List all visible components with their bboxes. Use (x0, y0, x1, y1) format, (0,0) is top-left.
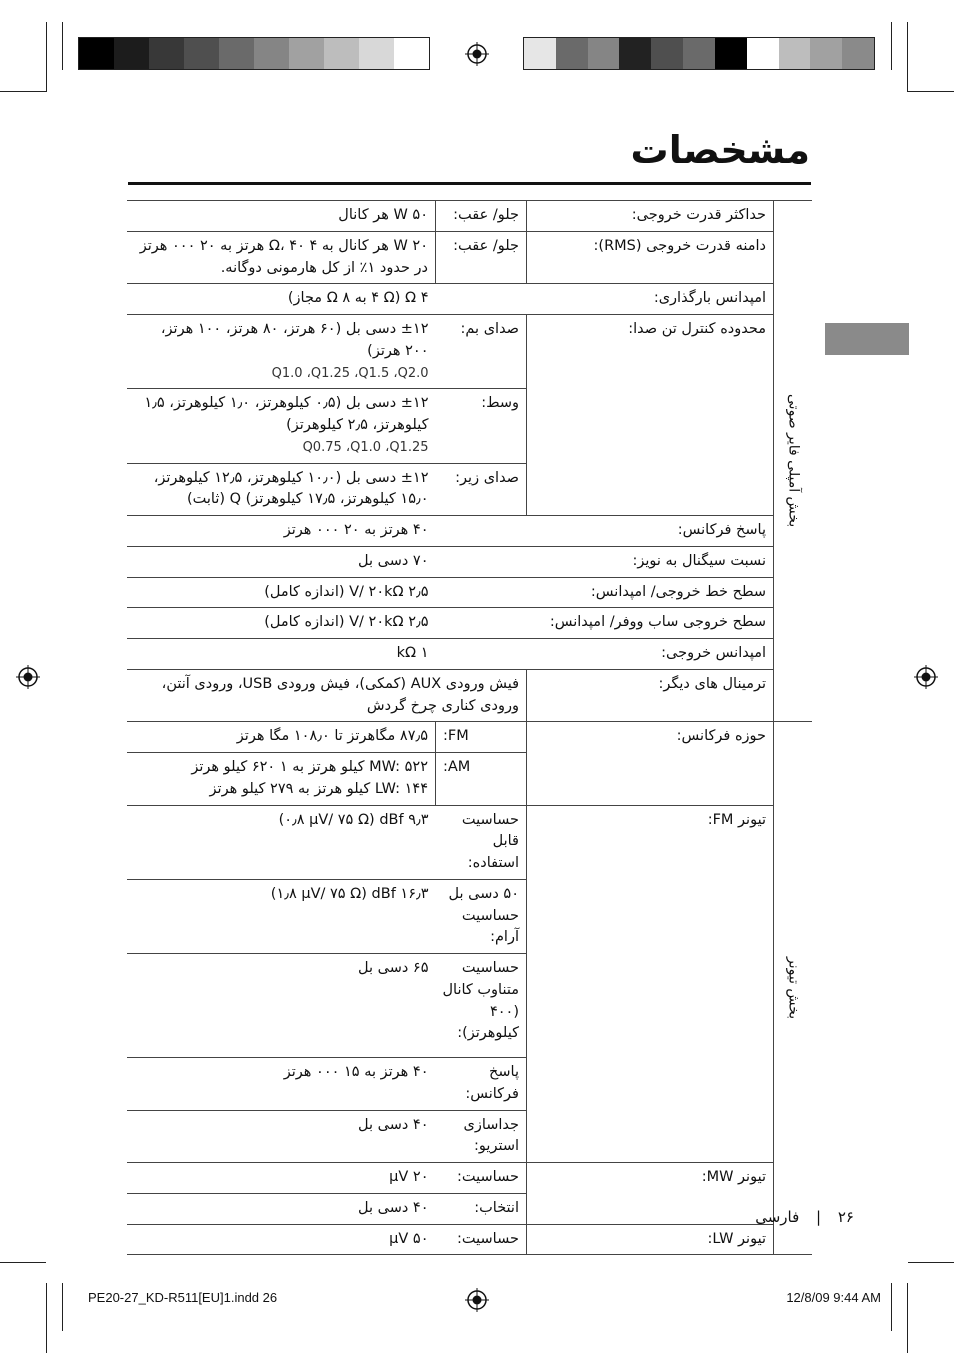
color-swatch (747, 38, 779, 69)
color-swatch (394, 38, 429, 69)
color-swatch (254, 38, 289, 69)
table-row: بخش آمپلی فایر صوتی حداکثر قدرت خروجی: جلو/ عقب: ۵۰ W هر کانال (127, 201, 812, 232)
color-swatch (619, 38, 651, 69)
color-swatch (842, 38, 874, 69)
color-swatch (289, 38, 324, 69)
table-row: پاسخ فرکانس: ۴۰ هرتز به ۱۵ ۰۰۰ هرتز (127, 1058, 812, 1111)
crop-mark (891, 22, 892, 70)
crop-mark (908, 1262, 954, 1263)
footer-language: فارسی (755, 1208, 800, 1226)
color-swatch (588, 38, 620, 69)
color-swatch (219, 38, 254, 69)
table-row: سطح خروجی ساب ووفر/ امپدانس: ۲٫۵ V/ ۲۰kΩ (اندازه کامل) (127, 608, 812, 639)
color-swatch (114, 38, 149, 69)
crop-mark (891, 1283, 892, 1331)
table-row: دامنه قدرت خروجی (RMS): جلو/ عقب: ۲۰ W هر کانال به ۴ Ω، ۴۰ هرتز به ۲۰ ۰۰۰ هرتز در حدود ۱٪ از کل هارمونی دوگانه. (127, 231, 812, 284)
registration-mark-icon (914, 665, 938, 689)
table-row: AM: MW: ۵۲۲ کیلو هرتز به ۱ ۶۲۰ کیلو هرتز LW: ۱۴۴ کیلو هرتز به ۲۷۹ کیلو هرتز (127, 753, 812, 806)
table-row: محدوده کنترل تن صدا: صدای بم: ±۱۲ دسی بل (۶۰ هرتز، ۸۰ هرتز، ۱۰۰ هرتز، ۲۰۰ هرتز) Q1.0 ،Q1.25 ،Q1.5 ،Q2.0 (127, 315, 812, 389)
page-number: ۲۶ (837, 1208, 854, 1226)
table-row: جداسازی استریو: ۴۰ دسی بل (127, 1110, 812, 1163)
page-footer (755, 1208, 854, 1226)
spec-table (127, 200, 812, 1255)
table-row: تیونر LW: حساسیت: ۵۰ μV (127, 1224, 812, 1255)
section-label: بخش آمپلی فایر صوتی (774, 201, 813, 722)
table-row: تیونر FM: حساسیت قابل استفاده: ۹٫۳ dBf (۰٫۸ μV/ ۷۵ Ω) (127, 805, 812, 879)
footer-divider: | (816, 1208, 822, 1226)
table-row: تیونر MW: حساسیت: ۲۰ μV (127, 1163, 812, 1194)
color-swatch (556, 38, 588, 69)
table-row: امپدانس خروجی: ۱ kΩ (127, 639, 812, 670)
color-swatch (149, 38, 184, 69)
registration-mark-icon (465, 42, 489, 66)
table-row: نسبت سیگنال به نویز: ۷۰ دسی بل (127, 546, 812, 577)
color-swatch (79, 38, 114, 69)
table-row: پاسخ فرکانس: ۴۰ هرتز به ۲۰ ۰۰۰ هرتز (127, 516, 812, 547)
color-swatch (359, 38, 394, 69)
color-swatch (651, 38, 683, 69)
color-bar-right (523, 37, 875, 70)
registration-mark-icon (465, 1288, 489, 1312)
title-rule (128, 182, 811, 185)
color-swatch (184, 38, 219, 69)
crop-mark (62, 1283, 63, 1331)
table-row: امپدانس بارگذاری: ۴ Ω (۴ Ω به ۸ Ω مجاز) (127, 284, 812, 315)
table-row: بخش تیونر حوزه فرکانس: FM: ۸۷٫۵ مگاهرتز تا ۱۰۸٫۰ مگا هرتز (127, 722, 812, 753)
crop-mark (62, 22, 63, 70)
color-swatch (715, 38, 747, 69)
color-swatch (324, 38, 359, 69)
color-swatch (810, 38, 842, 69)
crop-mark (907, 22, 908, 92)
crop-mark (0, 1262, 46, 1263)
section-tab (825, 323, 909, 355)
color-swatch (683, 38, 715, 69)
slug-file: PE20-27_KD-R511[EU]1.indd 26 (88, 1290, 278, 1305)
table-row: وسط: ±۱۲ دسی بل (۰٫۵ کیلوهرتز، ۱٫۰ کیلوهرتز، ۱٫۵ کیلوهرتز، ۲٫۵ کیلوهرتز) Q0.75 ،Q1.0 ،Q1.25 (127, 389, 812, 463)
crop-mark (908, 91, 954, 92)
table-row: حساسیت متناوب کانال (۴۰۰ کیلوهرتز): ۶۵ دسی بل (127, 954, 812, 1058)
section-label: بخش تیونر (774, 722, 813, 1255)
color-bar-left (78, 37, 430, 70)
registration-mark-icon (16, 665, 40, 689)
page-title: مشخصات (630, 128, 810, 172)
crop-mark (0, 91, 46, 92)
table-row: ترمینال های دیگر: فیش ورودی AUX (کمکی)، فیش ورودی USB، ورودی آنتن، ورودی کناری چرخ گردش (127, 669, 812, 722)
table-row: ۵۰ دسی بل حساسیت آرام: ۱۶٫۳ dBf (۱٫۸ μV/ ۷۵ Ω) (127, 879, 812, 953)
color-swatch (524, 38, 556, 69)
crop-mark (46, 22, 47, 92)
table-row: سطح خط خروجی/ امپدانس: ۲٫۵ V/ ۲۰kΩ (اندازه کامل) (127, 577, 812, 608)
table-row: صدای زیر: ±۱۲ دسی بل (۱۰٫۰ کیلوهرتز، ۱۲٫۵ کیلوهرتز، ۱۵٫۰ کیلوهرتز، ۱۷٫۵ کیلوهرتز) Q (ثابت) (127, 463, 812, 516)
slug-date: 12/8/09 9:44 AM (786, 1290, 881, 1305)
color-swatch (779, 38, 811, 69)
crop-mark (46, 1283, 47, 1353)
crop-mark (907, 1283, 908, 1353)
table-row: انتخاب: ۴۰ دسی بل (127, 1193, 812, 1224)
